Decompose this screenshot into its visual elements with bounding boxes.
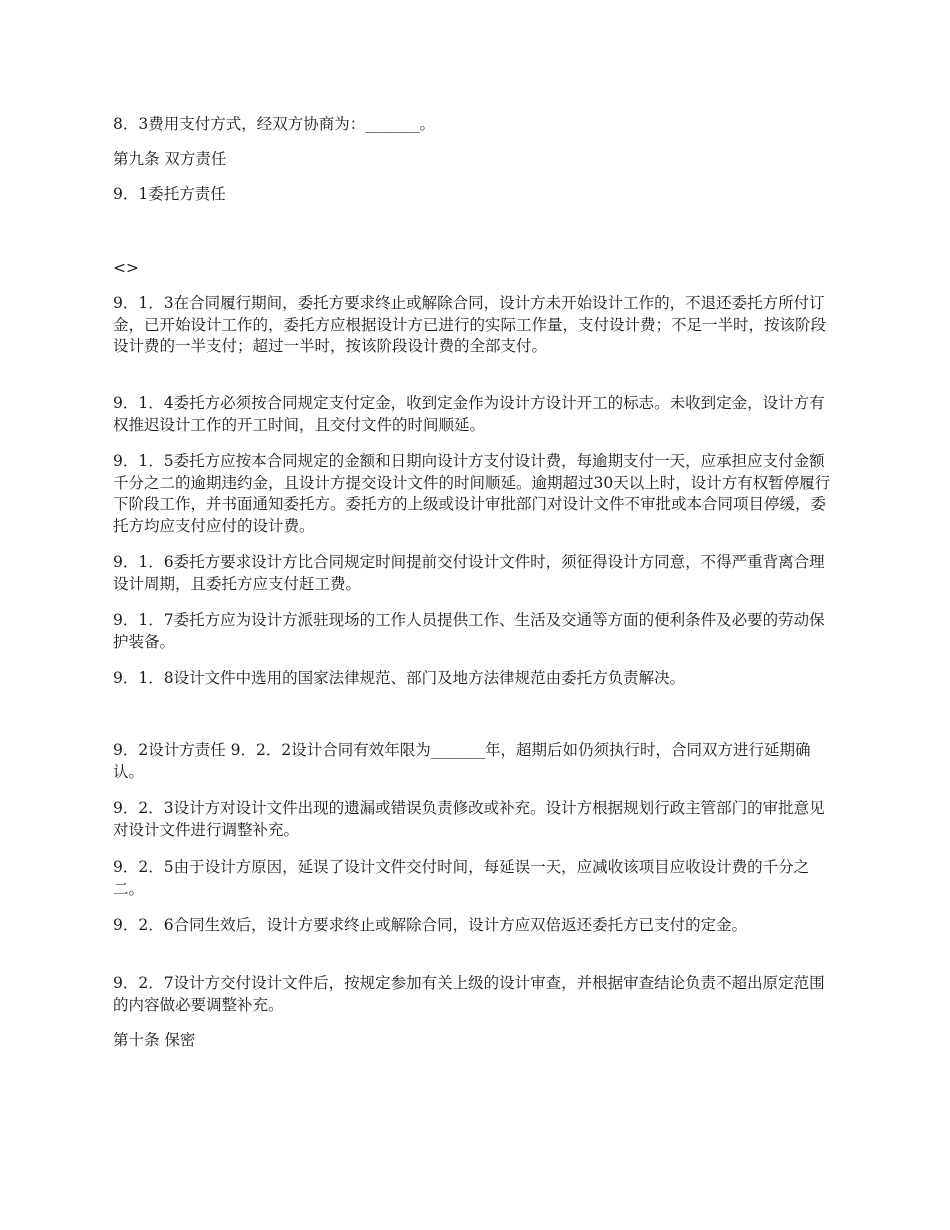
paragraph-9-1-6: 9．1．6委托方要求设计方比合同规定时间提前交付设计文件时，须征得设计方同意，不得严重背离合理设计周期，且委托方应支付赶工费。 [113,553,825,593]
paragraph-placeholder: <> [113,259,139,277]
paragraph-9-1-8: 9．1．8设计文件中选用的国家法律规范、部门及地方法律规范由委托方负责解决。 [113,669,686,687]
paragraph-9-1-4: 9．1．4委托方必须按合同规定支付定金，收到定金作为设计方设计开工的标志。未收到定金，设计方有权推迟设计工作的开工时间，且交付文件的时间顺延。 [113,394,825,434]
paragraph-9-1-5: 9．1．5委托方应按本合同规定的金额和日期向设计方支付设计费，每逾期支付一天，应承担应支付金额千分之二的逾期违约金，且设计方提交设计文件的时间顺延。逾期超过30天以上时，设计方有权暂停履行下阶段工作，并书面通知委托方。委托方的上级或设计审批部门对设计文件不审批或本合同项目停缓，委托方均应支付应付的设计费。 [113,452,831,535]
paragraph-8-3: 8．3费用支付方式，经双方协商为：_______。 [113,115,435,133]
paragraph-9-2-5: 9．2．5由于设计方原因，延误了设计文件交付时间，每延误一天，应减收该项目应收设计费的千分之二。 [113,858,810,898]
paragraph-9-1-3: 9．1．3在合同履行期间，委托方要求终止或解除合同，设计方未开始设计工作的，不退还委托方所付订金，已开始设计工作的，委托方应根据设计方已进行的实际工作量，支付设计费；不足一半时，按该阶段设计费的一半支付；超过一半时，按该阶段设计费的全部支付。 [113,294,827,355]
paragraph-9-2-7: 9．2．7设计方交付设计文件后，按规定参加有关上级的设计审查，并根据审查结论负责不超出原定范围的内容做必要调整补充。 [113,974,825,1014]
heading-article-10: 第十条 保密 [113,1031,196,1049]
heading-article-9: 第九条 双方责任 [113,150,227,168]
paragraph-9-1-7: 9．1．7委托方应为设计方派驻现场的工作人员提供工作、生活及交通等方面的便利条件及必要的劳动保护装备。 [113,611,825,651]
heading-9-1: 9．1委托方责任 [113,185,226,203]
paragraph-9-2-3: 9．2．3设计方对设计文件出现的遗漏或错误负责修改或补充。设计方根据规划行政主管部门的审批意见对设计文件进行调整补充。 [113,799,825,839]
paragraph-9-2-6: 9．2．6合同生效后，设计方要求终止或解除合同，设计方应双倍返还委托方已支付的定金。 [113,916,748,934]
paragraph-9-2: 9．2设计方责任 9．2．2设计合同有效年限为_______年，超期后如仍须执行时，合同双方进行延期确认。 [113,741,811,781]
